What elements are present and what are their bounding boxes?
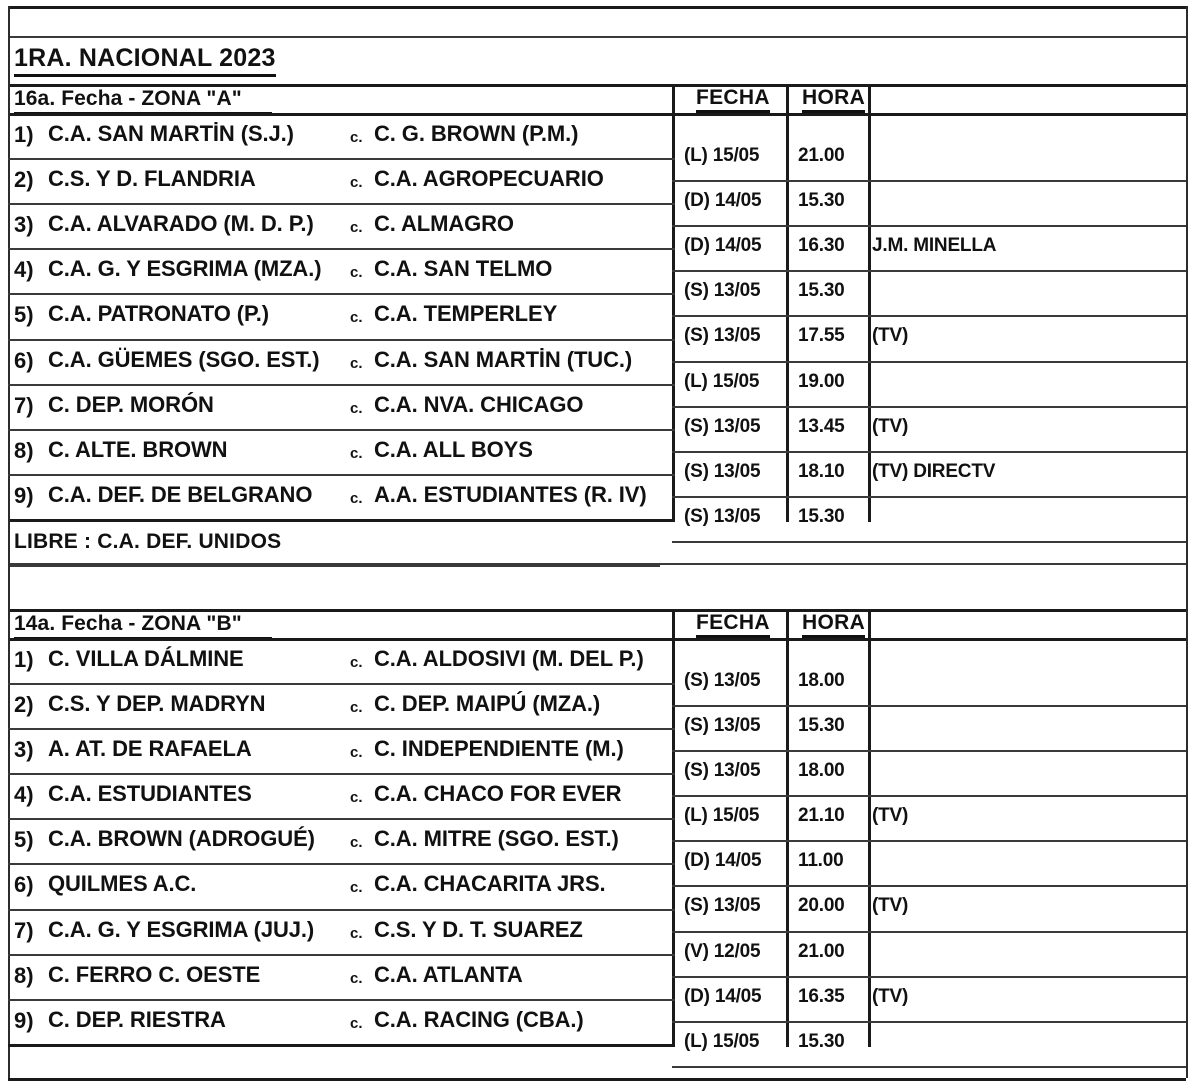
table-rule-horizontal (672, 361, 1186, 363)
table-rule-horizontal (8, 519, 675, 522)
table-rule-horizontal (8, 203, 675, 205)
away-team: C.A. ALL BOYS (374, 436, 533, 462)
match-number: 2) (14, 167, 34, 193)
versus-separator: c. (350, 444, 363, 462)
table-rule-horizontal (8, 818, 675, 820)
match-number: 8) (14, 437, 34, 463)
zone-a-heading: 16a. Fecha - ZONA "A" (14, 88, 272, 115)
versus-separator: c. (350, 924, 363, 942)
table-rule-horizontal (672, 840, 1186, 842)
column-header-fecha-a: FECHA (696, 87, 770, 113)
match-hour: 19.00 (798, 370, 845, 392)
table-rule-horizontal (672, 976, 1186, 978)
match-hour: 15.30 (798, 505, 845, 527)
match-note: (TV) (872, 805, 909, 827)
match-date: (S) 13/05 (684, 415, 761, 437)
match-hour: 16.35 (798, 985, 845, 1007)
away-team: C. DEP. MAIPÚ (MZA.) (374, 691, 601, 716)
match-date: (D) 14/05 (684, 235, 762, 257)
home-team: C.A. G. Y ESGRIMA (JUJ.) (48, 916, 315, 942)
match-hour: 21.00 (798, 145, 845, 166)
table-rule-horizontal (8, 565, 660, 567)
away-team: C.A. CHACO FOR EVER (374, 781, 622, 807)
match-note: (TV) (872, 415, 909, 437)
table-rule-horizontal (672, 931, 1186, 933)
table-rule-horizontal (672, 750, 1186, 752)
table-rule-horizontal (8, 863, 675, 865)
match-hour: 21.00 (798, 940, 845, 962)
match-hour: 15.30 (798, 1030, 845, 1052)
table-rule-horizontal (8, 1044, 675, 1047)
versus-separator: c. (350, 789, 363, 807)
table-rule-horizontal (672, 315, 1186, 317)
match-date: (S) 13/05 (684, 895, 761, 917)
table-rule-horizontal (672, 496, 1186, 498)
home-team: C.A. ESTUDIANTES (48, 781, 252, 807)
match-hour: 18.00 (798, 669, 845, 691)
match-date: (S) 13/05 (684, 715, 761, 736)
match-date: (L) 15/05 (684, 145, 760, 166)
home-team: C. DEP. MORÓN (48, 391, 214, 417)
versus-separator: c. (350, 744, 363, 762)
home-team: C.A. ALVARADO (M. D. P.) (48, 211, 314, 237)
versus-separator: c. (350, 699, 363, 716)
table-rule-horizontal (672, 180, 1186, 182)
versus-separator: c. (350, 174, 363, 192)
table-rule-horizontal (8, 158, 675, 160)
table-rule-horizontal (672, 795, 1186, 797)
versus-separator: c. (350, 309, 363, 327)
table-rule-vertical (672, 609, 675, 1047)
table-rule-vertical (786, 609, 789, 1047)
away-team: A.A. ESTUDIANTES (R. IV) (374, 481, 647, 507)
column-header-fecha-b: FECHA (696, 612, 770, 638)
match-note: (TV) (872, 895, 909, 917)
away-team: C. ALMAGRO (374, 211, 514, 237)
match-number: 3) (14, 212, 34, 238)
match-note: (TV) (872, 325, 909, 347)
away-team: C.A. SAN MARTİN (TUC.) (374, 346, 633, 372)
table-rule-vertical (1186, 6, 1188, 522)
match-number: 4) (14, 782, 34, 808)
versus-separator: c. (350, 399, 363, 417)
match-number: 7) (14, 917, 34, 943)
match-date: (D) 14/05 (684, 985, 762, 1007)
match-number: 9) (14, 1007, 34, 1033)
versus-separator: c. (350, 653, 363, 671)
match-number: 1) (14, 122, 34, 147)
table-rule-horizontal (672, 1021, 1186, 1023)
away-team: C.A. TEMPERLEY (374, 301, 558, 327)
table-rule-horizontal (672, 705, 1186, 707)
match-hour: 15.30 (798, 190, 845, 212)
home-team: C.A. GÜEMES (SGO. EST.) (48, 346, 320, 372)
home-team: C. FERRO C. OESTE (48, 961, 261, 987)
away-team: C.A. ATLANTA (374, 961, 523, 987)
match-date: (S) 13/05 (684, 669, 761, 691)
table-rule-vertical (8, 609, 10, 1078)
home-team: C.A. SAN MARTİN (S.J.) (48, 121, 294, 146)
match-date: (S) 13/05 (684, 325, 761, 347)
table-rule-horizontal (672, 406, 1186, 408)
home-team: C.A. PATRONATO (P.) (48, 301, 269, 327)
table-rule-vertical (868, 609, 871, 1047)
table-rule-horizontal (8, 1078, 1186, 1081)
table-rule-horizontal (8, 954, 675, 956)
match-hour: 21.10 (798, 805, 845, 827)
table-rule-horizontal (8, 384, 675, 386)
away-team: C.A. MITRE (SGO. EST.) (374, 826, 619, 852)
match-date: (L) 15/05 (684, 370, 760, 392)
match-date: (S) 13/05 (684, 505, 761, 527)
match-note: (TV) (872, 985, 909, 1007)
home-team: C.A. BROWN (ADROGUÉ) (48, 826, 315, 852)
away-team: C.A. CHACARITA JRS. (374, 871, 606, 897)
match-date: (S) 13/05 (684, 460, 761, 482)
versus-separator: c. (350, 834, 363, 852)
table-rule-horizontal (8, 683, 675, 685)
match-hour: 15.30 (798, 280, 845, 302)
table-rule-vertical (8, 519, 10, 612)
match-note: (TV) DIRECTV (872, 460, 996, 482)
match-number: 2) (14, 692, 34, 717)
home-team: C.A. DEF. DE BELGRANO (48, 481, 313, 507)
match-number: 9) (14, 482, 34, 508)
match-hour: 13.45 (798, 415, 845, 437)
away-team: C.A. RACING (CBA.) (374, 1006, 584, 1032)
versus-separator: c. (350, 264, 363, 282)
versus-separator: c. (350, 879, 363, 897)
home-team: C. ALTE. BROWN (48, 436, 228, 462)
table-rule-vertical (1186, 519, 1188, 612)
table-rule-vertical (8, 6, 10, 522)
home-team: C. VILLA DÁLMINE (48, 645, 244, 671)
match-hour: 18.10 (798, 460, 845, 482)
away-team: C.A. NVA. CHICAGO (374, 391, 584, 417)
versus-separator: c. (350, 969, 363, 987)
away-team: C.A. ALDOSIVI (M. DEL P.) (374, 645, 644, 671)
match-number: 6) (14, 872, 34, 898)
table-rule-horizontal (8, 339, 675, 341)
match-number: 3) (14, 737, 34, 763)
match-date: (S) 13/05 (684, 760, 761, 782)
table-rule-horizontal (8, 474, 675, 476)
zone-a-libre: LIBRE : C.A. DEF. UNIDOS (14, 529, 282, 553)
table-rule-horizontal (8, 773, 675, 775)
column-header-hora-b: HORA (802, 612, 865, 638)
match-hour: 16.30 (798, 235, 845, 257)
away-team: C. G. BROWN (P.M.) (374, 121, 579, 146)
match-date: (D) 14/05 (684, 190, 762, 212)
table-rule-horizontal (672, 541, 1186, 543)
versus-separator: c. (350, 1014, 363, 1032)
table-rule-vertical (672, 84, 675, 522)
match-number: 1) (14, 646, 34, 672)
table-rule-horizontal (8, 6, 1186, 9)
versus-separator: c. (350, 219, 363, 237)
away-team: C.A. AGROPECUARIO (374, 166, 604, 192)
table-rule-horizontal (672, 1066, 1186, 1068)
table-rule-horizontal (8, 999, 675, 1001)
table-rule-horizontal (8, 728, 675, 730)
away-team: C.A. SAN TELMO (374, 256, 553, 282)
page-title: 1RA. NACIONAL 2023 (14, 46, 276, 77)
match-number: 8) (14, 962, 34, 988)
home-team: C. DEP. RIESTRA (48, 1006, 226, 1032)
away-team: C. INDEPENDIENTE (M.) (374, 736, 624, 762)
match-hour: 20.00 (798, 895, 845, 917)
table-rule-horizontal (8, 293, 675, 295)
home-team: A. AT. DE RAFAELA (48, 736, 252, 762)
table-rule-vertical (1186, 609, 1188, 1078)
match-hour: 11.00 (798, 850, 844, 872)
away-team: C.S. Y D. T. SUAREZ (374, 916, 583, 942)
match-hour: 15.30 (798, 715, 845, 736)
match-date: (D) 14/05 (684, 850, 762, 872)
table-rule-horizontal (8, 113, 1186, 116)
table-rule-horizontal (672, 885, 1186, 887)
column-header-hora-a: HORA (802, 87, 865, 113)
match-number: 5) (14, 302, 34, 328)
match-number: 6) (14, 347, 34, 373)
table-rule-horizontal (8, 248, 675, 250)
table-rule-horizontal (8, 638, 1186, 641)
match-date: (L) 15/05 (684, 805, 760, 827)
versus-separator: c. (350, 489, 363, 507)
table-rule-horizontal (8, 909, 675, 911)
table-rule-horizontal (8, 429, 675, 431)
home-team: QUILMES A.C. (48, 871, 197, 897)
table-rule-horizontal (672, 451, 1186, 453)
table-rule-horizontal (672, 225, 1186, 227)
match-date: (L) 15/05 (684, 1030, 760, 1052)
table-rule-vertical (786, 84, 789, 522)
versus-separator: c. (350, 129, 363, 146)
match-number: 5) (14, 827, 34, 853)
home-team: C.A. G. Y ESGRIMA (MZA.) (48, 256, 322, 282)
match-note: J.M. MINELLA (872, 235, 997, 257)
match-date: (S) 13/05 (684, 280, 761, 302)
match-date: (V) 12/05 (684, 940, 761, 962)
table-rule-horizontal (672, 270, 1186, 272)
table-rule-vertical (868, 84, 871, 522)
match-hour: 17.55 (798, 325, 845, 347)
match-hour: 18.00 (798, 760, 845, 782)
home-team: C.S. Y D. FLANDRIA (48, 166, 256, 192)
match-number: 7) (14, 392, 34, 418)
table-rule-horizontal (8, 36, 1186, 38)
home-team: C.S. Y DEP. MADRYN (48, 691, 266, 716)
versus-separator: c. (350, 354, 363, 372)
zone-b-heading: 14a. Fecha - ZONA "B" (14, 613, 272, 640)
match-number: 4) (14, 257, 34, 283)
